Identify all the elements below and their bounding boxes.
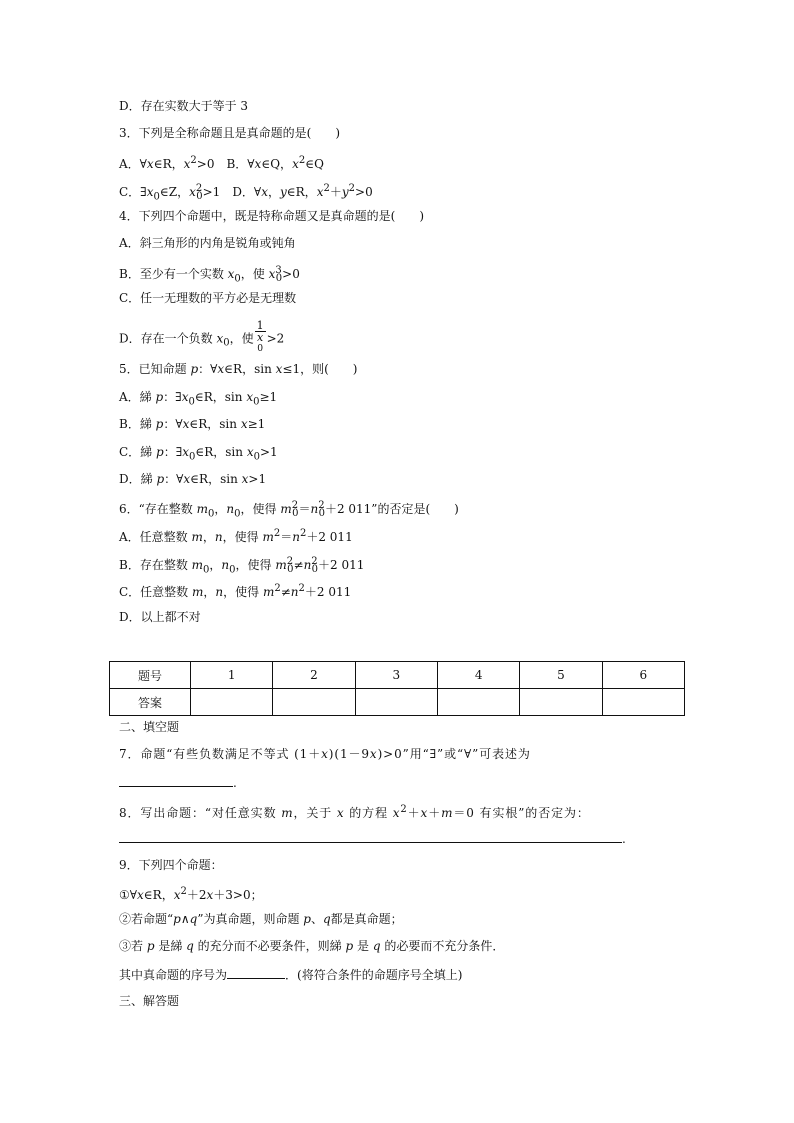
answer-cell[interactable] (273, 689, 355, 716)
section-fill-in-heading: 二、填空题 (119, 720, 180, 734)
fraction-one-over-x0: 1 x $^0$ (256, 319, 264, 354)
q6-option-c: C．任意整数 m，n，使得 $m^2\ne n^2+2$ 011 (119, 583, 352, 599)
q3-options-cd: C．$\exists x_0\in Z$，$x^2_0>1$ D．∀x，y∈R，$x^2+y^2>0$ (119, 183, 373, 203)
q9-stem: 9．下列四个命题： (119, 858, 223, 872)
answer-cell[interactable] (437, 689, 519, 716)
q4-stem: 4．下列四个命题中，既是特称命题又是真命题的是( ) (119, 209, 425, 223)
q8-stem: 8．写出命题：“对任意实数 m，关于 x 的方程 $x^2+x+m=0$ 有实根”的否定为： (119, 804, 590, 820)
q6-option-b: B．存在整数 $m_0$，$n_0$，使得 $m^2_0\ne n^2_0+2$ 011 (119, 556, 365, 576)
answer-table (109, 661, 685, 716)
q2-option-d: D．存在实数大于等于 3 (119, 99, 249, 113)
q3-stem: 3．下列是全称命题且是真命题的是( ) (119, 126, 340, 140)
question-number-label: 题号 (110, 662, 191, 689)
q6-option-d: D．以上都不对 (119, 610, 201, 624)
q7-stem: 7．命题“有些负数满足不等式 (1＋x)(1－9x)>0”用“∃”或“∀”可表述为 (119, 747, 531, 761)
q5-option-a: A．綈 p：$\exists x_0\in R$，$\sin x_0\ge 1$ (119, 390, 278, 408)
q6-stem: 6．“存在整数 $m_0$，$n_0$，使得 $m^2_0=n^2_0+2$ 011”的否定是( ) (119, 500, 459, 520)
answer-label: 答案 (110, 689, 191, 716)
question-number-cell: 6 (602, 662, 684, 689)
q8-answer-line: . (119, 830, 626, 847)
q4-option-a: A．斜三角形的内角是锐角或钝角 (119, 236, 296, 250)
answer-cell[interactable] (602, 689, 684, 716)
q9-item-1: ①∀x∈R，$x^2+2x+3>0$； (119, 886, 263, 902)
q5-option-c: C．綈 p：$\exists x_0\in R$，$\sin x_0>1$ (119, 445, 278, 463)
q5-option-b: B．綈 p：∀x∈R，sin x≥1 (119, 417, 266, 431)
q9-answer-blank[interactable] (227, 966, 285, 979)
q8-answer-blank[interactable] (119, 830, 622, 843)
answer-table-header-row (110, 662, 685, 689)
answer-cell[interactable] (355, 689, 437, 716)
q7-answer-blank[interactable] (119, 774, 233, 787)
question-number-cell: 4 (437, 662, 519, 689)
question-number-cell: 1 (191, 662, 273, 689)
q3-options-ab: A．∀x∈R，$x^2>0$ B．∀x∈Q，$x^2\in Q$ (119, 155, 324, 171)
q9-question: 其中真命题的序号为 ．(将符合条件的命题序号全填上) (119, 968, 463, 982)
answer-table-answer-row (110, 689, 685, 716)
q9-item-2: ②若命题“p∧q”为真命题，则命题 p、q都是真命题； (119, 912, 403, 926)
q6-option-a: A．任意整数 m，n，使得 $m^2=n^2+2$ 011 (119, 528, 353, 544)
q7-answer-line: . (119, 774, 237, 791)
q4-option-d: D．存在一个负数 $x_0$，使 1 x $^0$ >2 (119, 320, 284, 358)
q5-option-d: D．綈 p：∀x∈R，sin x>1 (119, 472, 267, 486)
question-number-cell: 2 (273, 662, 355, 689)
q4-option-b: B．至少有一个实数 $x_0$，使 $x^3_0>0$ (119, 265, 300, 285)
q5-stem: 5．已知命题 p：∀x∈R，sin x≤1，则( ) (119, 362, 358, 376)
section-solve-heading: 三、解答题 (119, 994, 180, 1008)
answer-cell[interactable] (520, 689, 602, 716)
q9-item-3: ③若 p 是綈 q 的充分而不必要条件，则綈 p 是 q 的必要而不充分条件． (119, 939, 505, 953)
question-number-cell: 3 (355, 662, 437, 689)
question-number-cell: 5 (520, 662, 602, 689)
answer-cell[interactable] (191, 689, 273, 716)
q4-option-c: C．任一无理数的平方必是无理数 (119, 291, 297, 305)
